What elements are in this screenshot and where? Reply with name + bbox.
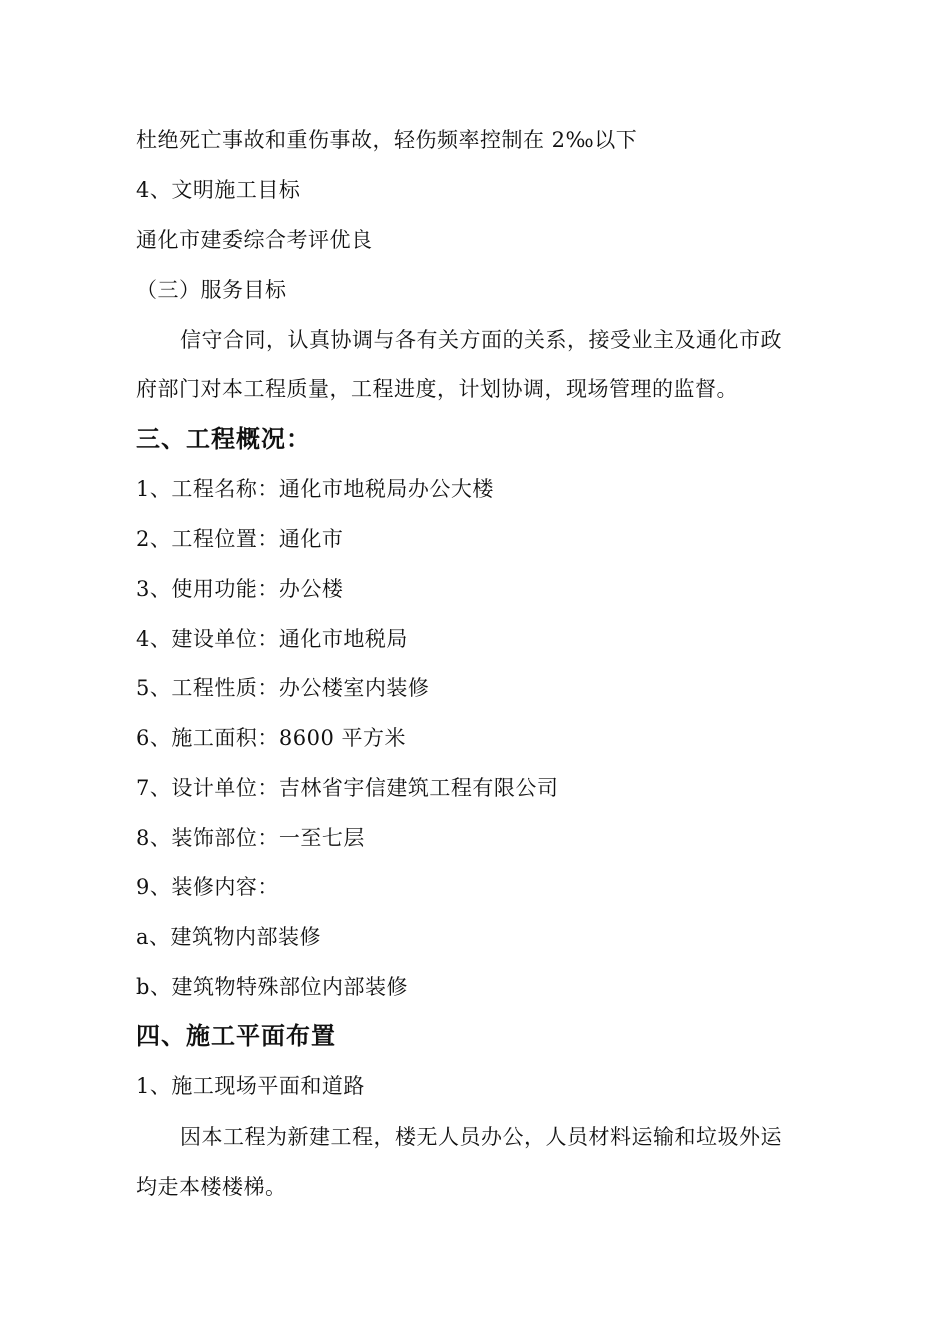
list-item: 6、施工面积：8600 平方米: [136, 726, 406, 750]
paragraph-line: 信守合同，认真协调与各有关方面的关系，接受业主及通化市政: [180, 328, 782, 352]
list-item: b、建筑物特殊部位内部装修: [136, 975, 408, 999]
list-item: 1、工程名称：通化市地税局办公大楼: [136, 477, 494, 501]
list-item: 1、施工现场平面和道路: [136, 1074, 365, 1098]
text-line: 4、文明施工目标: [136, 178, 301, 202]
section-heading: 四、施工平面布置: [136, 1021, 336, 1050]
subsection-heading: （三）服务目标: [136, 278, 287, 302]
list-item: 7、设计单位：吉林省宇信建筑工程有限公司: [136, 776, 559, 800]
list-item: 3、使用功能：办公楼: [136, 577, 344, 601]
list-item: 4、建设单位：通化市地税局: [136, 627, 408, 651]
list-item: 8、装饰部位：一至七层: [136, 826, 365, 850]
section-heading: 三、工程概况：: [136, 424, 311, 453]
list-item: 9、装修内容：: [136, 875, 279, 899]
text-line: 通化市建委综合考评优良: [136, 228, 373, 252]
text-line: 杜绝死亡事故和重伤事故，轻伤频率控制在 2‰以下: [136, 128, 638, 152]
list-item: 5、工程性质：办公楼室内装修: [136, 676, 430, 700]
list-item: 2、工程位置：通化市: [136, 527, 344, 551]
paragraph-line: 府部门对本工程质量，工程进度，计划协调，现场管理的监督。: [136, 377, 738, 401]
list-item: a、建筑物内部装修: [136, 925, 322, 949]
paragraph-line: 均走本楼楼梯。: [136, 1175, 287, 1199]
paragraph-line: 因本工程为新建工程，楼无人员办公，人员材料运输和垃圾外运: [180, 1125, 782, 1149]
